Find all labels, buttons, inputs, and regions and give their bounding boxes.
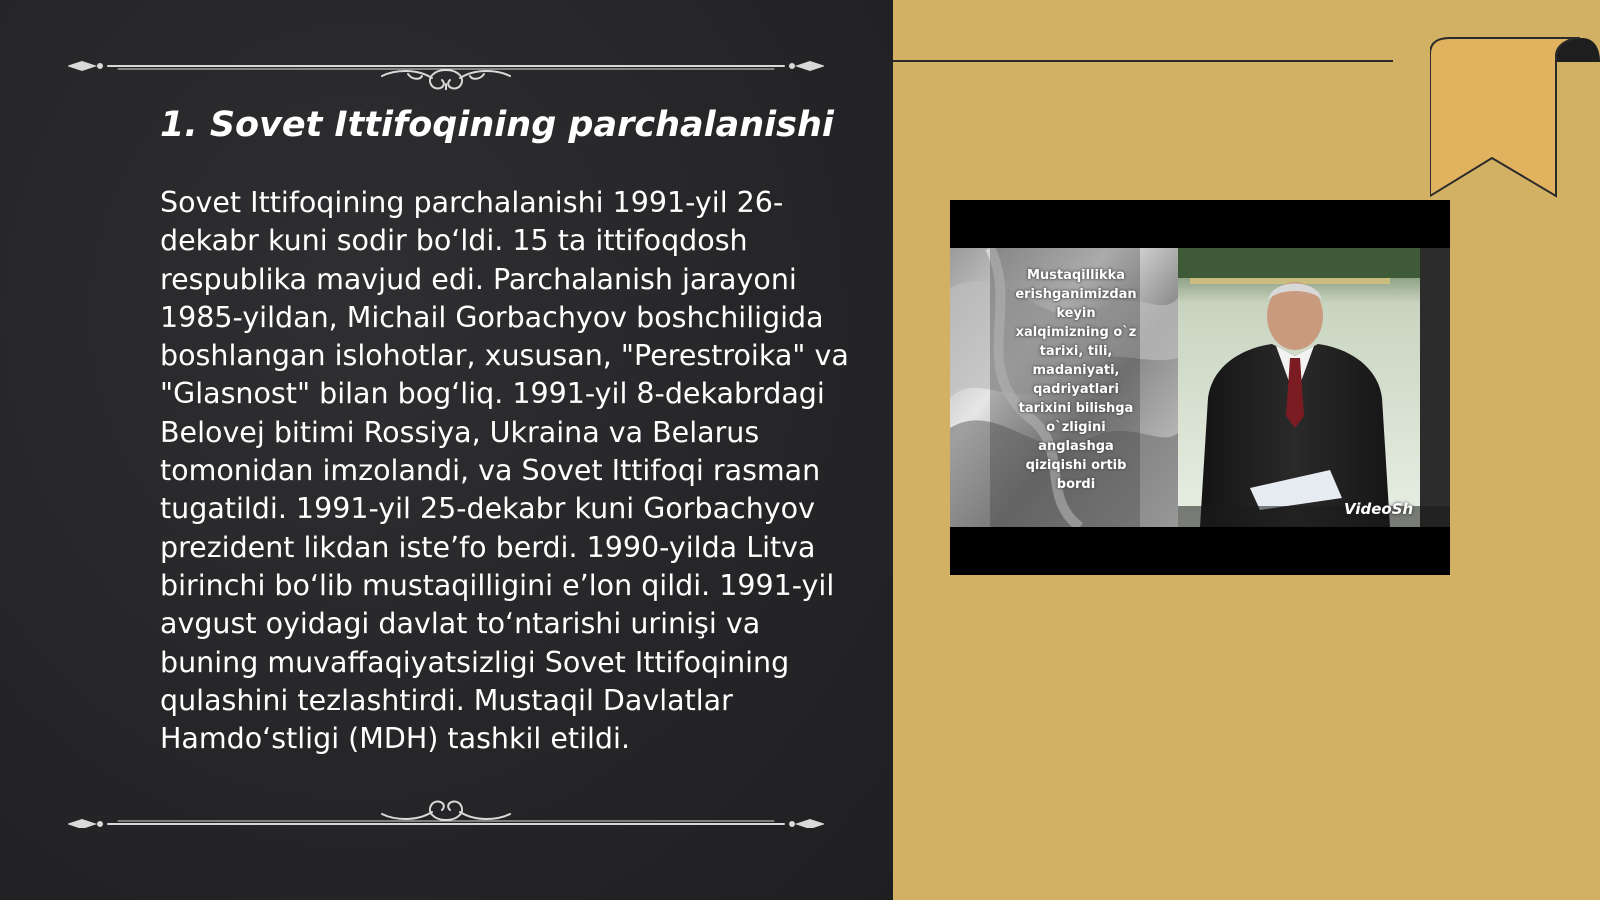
video-caption-text: Mustaqillikka erishganimizdan keyin xalqimizning o`z tarixi, tili, madaniyati, qadriyatlari tarixini bilishga o`zligini anglashga qiziqishi ortib bordi: [1015, 268, 1137, 492]
video-player[interactable]: [950, 200, 1450, 575]
slide-body-text: Sovet Ittifoqining parchalanishi 1991-yil 26-dekabr kuni sodir boʻldi. 15 ta ittifoqdosh respublika mavjud edi. Parchalanish jarayoni 1985-yildan, Michail Gorbachyov boshchiligida boshlangan islohotlar, xususan, "Perestroika" va "Glasnost" bilan bogʻliq. 1991-yil 8-dekabrdagi Belovej bitimi Rossiya, Ukraina va Belarus tomonidan imzolandi, va Sovet Ittifoqi rasman tugatildi. 1991-yil 25-dekabr kuni Gorbachyov prezident likdan isteʼfo berdi. 1990-yilda Litva birinchi boʻlib mustaqilligini eʼlon qildi. 1991-yil avgust oyidagi davlat toʻntarishi urinişi va buning muvaffaqiyatsizligi Sovet Ittifoqining qulashini tezlashtirdi. Mustaqil Davlatlar Hamdoʻstligi (MDH) tashkil etildi.: [160, 186, 849, 756]
ornament-divider-bottom-icon: [68, 782, 824, 828]
video-frame-image: [950, 248, 1450, 527]
slide-title: 1. Sovet Ittifoqining parchalanishi: [160, 105, 834, 145]
ornament-divider-top-icon: [68, 44, 824, 90]
accent-line: [893, 60, 1393, 62]
video-watermark: VideoSh: [1344, 500, 1414, 518]
bookmark-ribbon-icon: [1430, 34, 1600, 204]
